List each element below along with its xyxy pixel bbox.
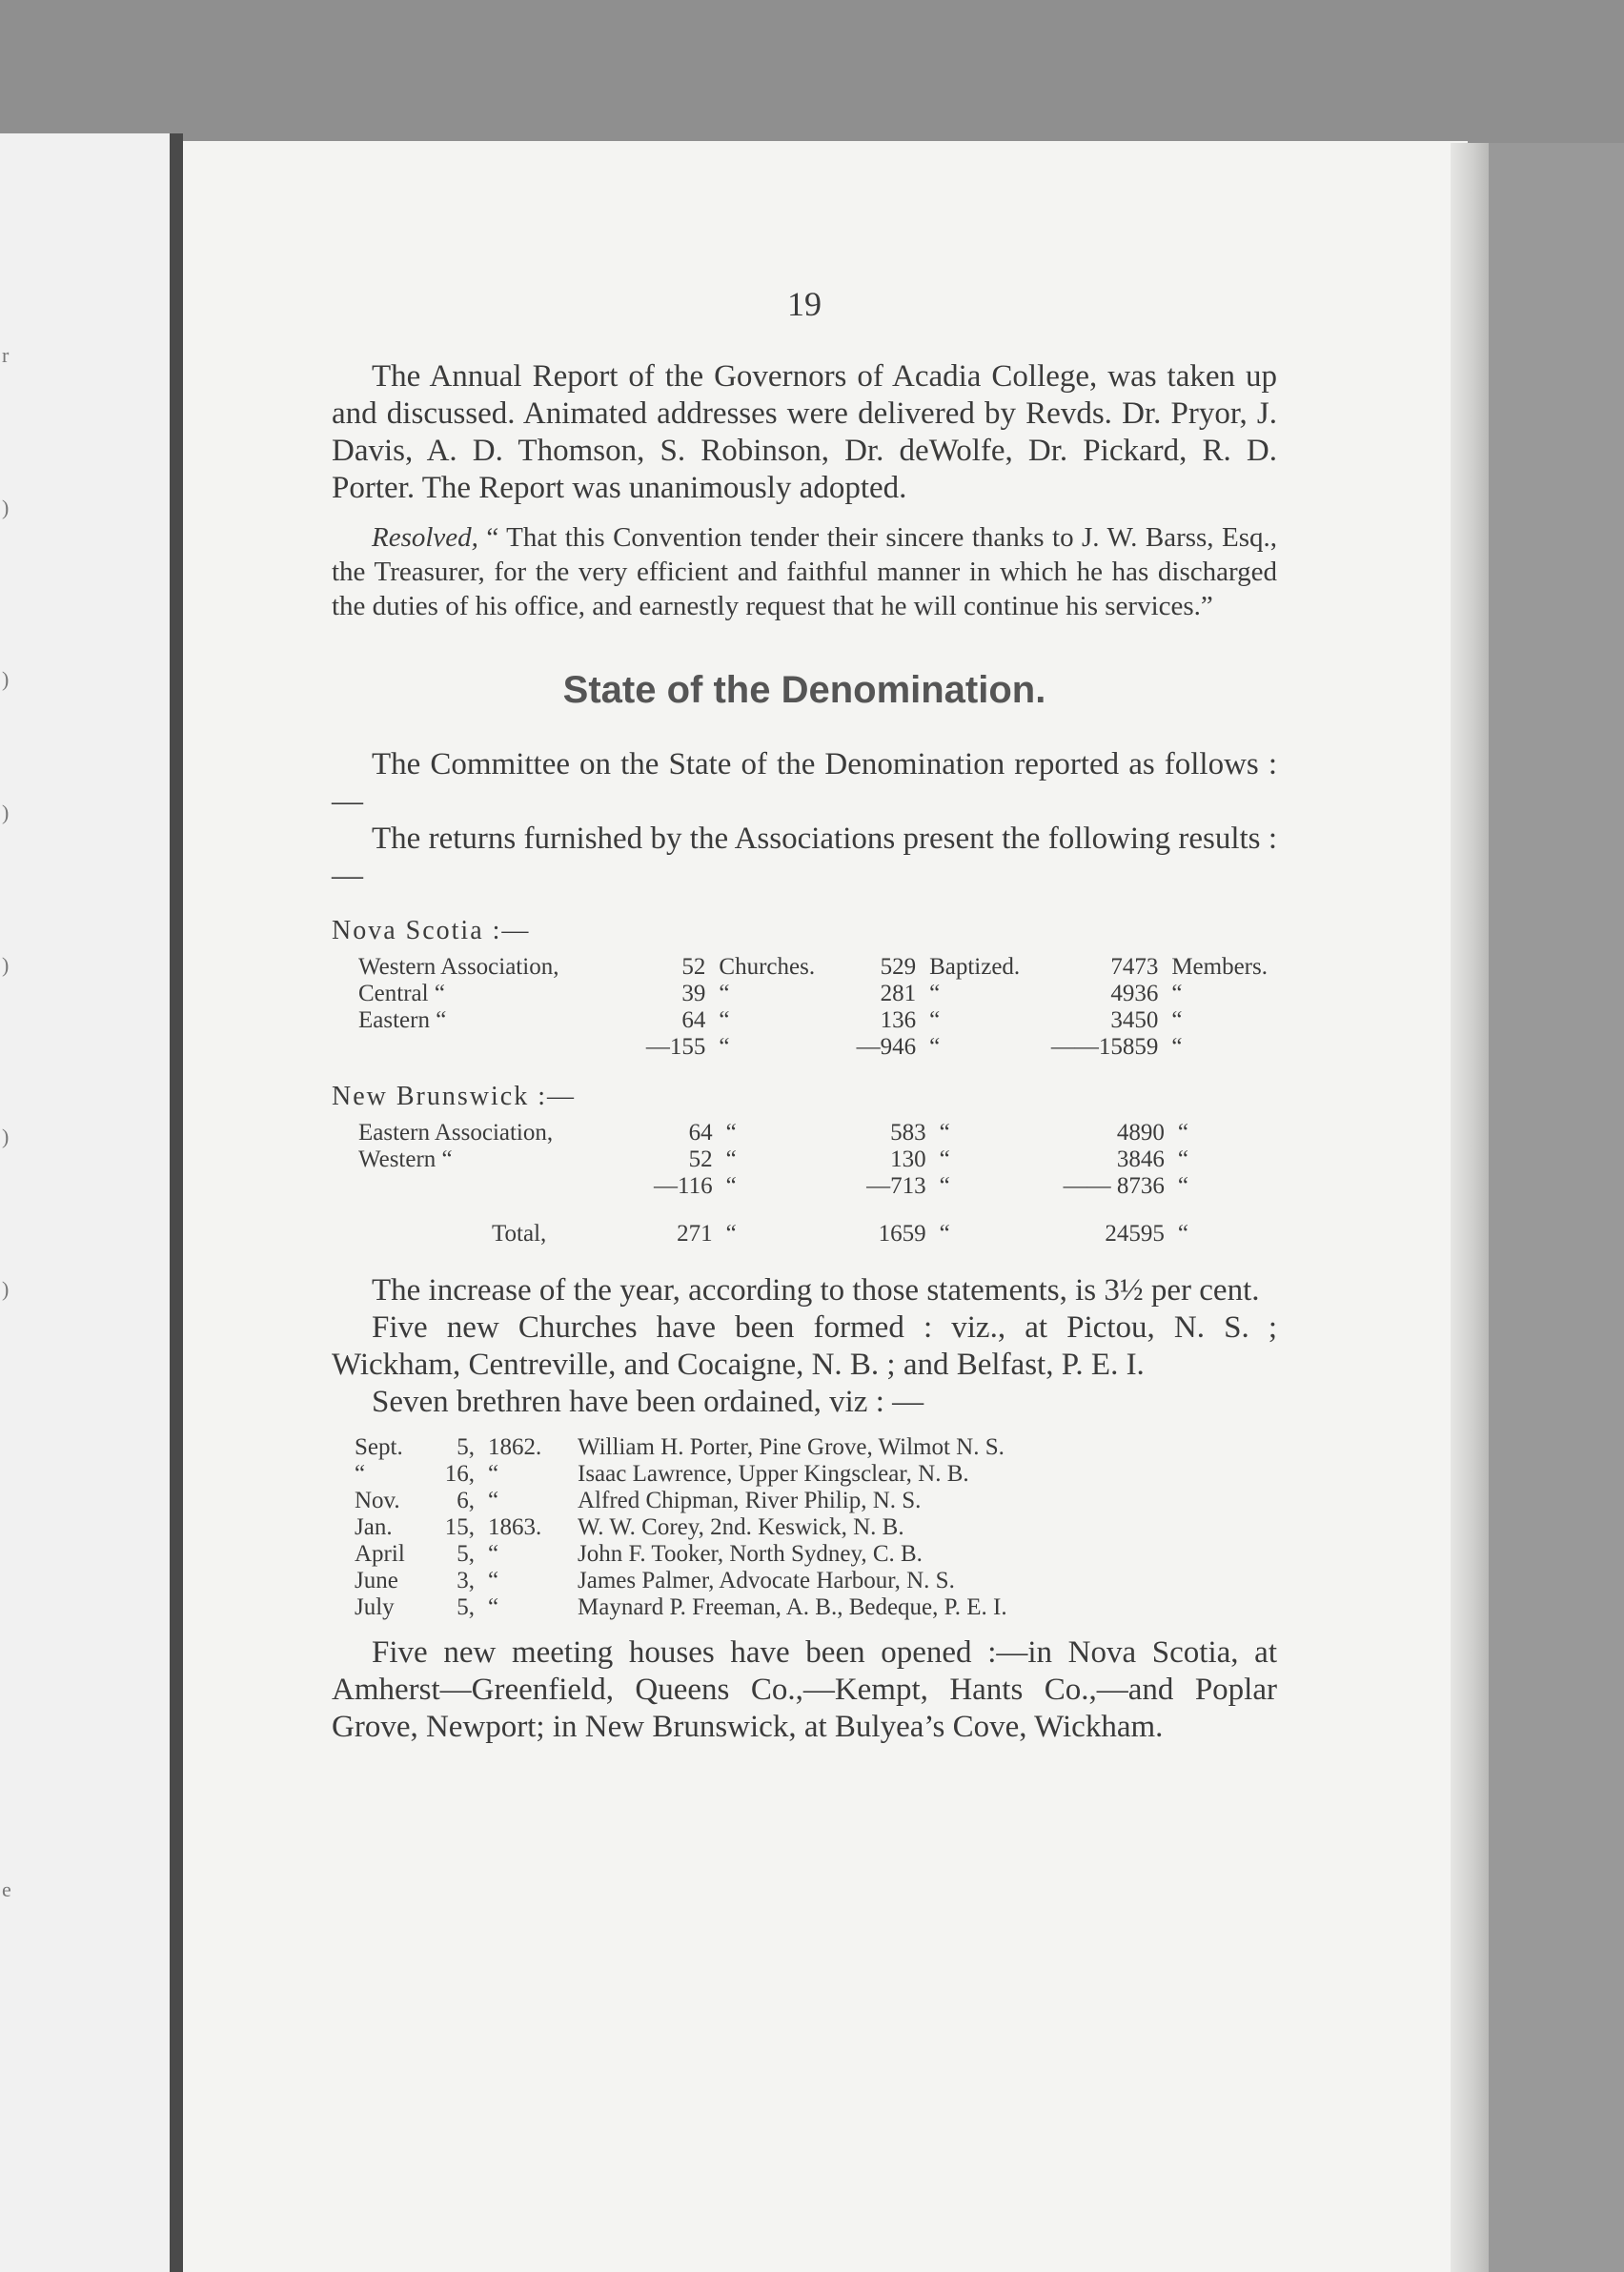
- cell-baptized: 529: [880, 954, 917, 980]
- cell-churches: 64: [688, 1120, 713, 1146]
- table-row: [358, 1173, 1231, 1200]
- cell-year: “: [488, 1594, 499, 1620]
- table-row: [358, 954, 1277, 981]
- cell-members: ——15859: [1050, 1034, 1159, 1060]
- new-brunswick-table: [358, 1120, 1231, 1253]
- margin-mark: ): [2, 801, 10, 824]
- cell-label: “: [725, 1173, 737, 1199]
- cell-year: “: [488, 1541, 499, 1567]
- cell-label: “: [725, 1221, 737, 1247]
- cell-members: 4890: [1116, 1120, 1165, 1146]
- margin-mark: ): [2, 1277, 10, 1301]
- ordination-row: [355, 1594, 1021, 1621]
- cell-label: “: [725, 1120, 737, 1146]
- cell-churches: 64: [681, 1007, 706, 1033]
- cell-month: July: [355, 1594, 395, 1620]
- cell-churches: 271: [677, 1221, 713, 1247]
- ordination-row: [355, 1488, 1021, 1514]
- paragraph-increase: The increase of the year, according to those statements, is 3½ per cent.: [372, 1273, 1260, 1308]
- cell-label: Members.: [1171, 954, 1268, 980]
- cell-baptized: 1659: [878, 1221, 926, 1247]
- ordination-row: [355, 1434, 1021, 1461]
- cell-month: “: [355, 1461, 366, 1487]
- ordination-row: [355, 1541, 1021, 1568]
- table-row: [358, 1007, 1277, 1034]
- cell-month: Nov.: [355, 1488, 400, 1513]
- cell-members: 7473: [1110, 954, 1159, 980]
- cell-month: June: [355, 1568, 398, 1593]
- cell-members: 3450: [1110, 1007, 1159, 1033]
- cell-person: James Palmer, Advocate Harbour, N. S.: [578, 1568, 955, 1593]
- page-content: [332, 276, 1277, 1746]
- cell-label: “: [939, 1120, 950, 1146]
- cell-name: [358, 1034, 646, 1061]
- page-edge: [1451, 143, 1489, 2272]
- cell-members: —— 8736: [1063, 1173, 1165, 1199]
- cell-name: Total,: [492, 1221, 547, 1247]
- paragraph-returns: The returns furnished by the Associations present the following results :—: [332, 822, 1277, 893]
- cell-label: “: [939, 1146, 950, 1172]
- resolved-word: Resolved,: [372, 522, 478, 553]
- cell-churches: —155: [645, 1034, 706, 1060]
- paragraph-churches: Five new Churches have been formed : viz., at Pictou, N. S. ; Wickham, Centreville, and Cocaigne, N. B. ; and Belfast, P. E. I.: [332, 1310, 1277, 1382]
- table-row: [358, 1034, 1277, 1061]
- cell-person: W. W. Corey, 2nd. Keswick, N. B.: [578, 1514, 904, 1540]
- margin-mark: ): [2, 1125, 10, 1148]
- cell-baptized: 136: [880, 1007, 917, 1033]
- cell-name: Eastern Association,: [358, 1120, 554, 1146]
- cell-day: 5,: [457, 1541, 475, 1567]
- cell-label: Baptized.: [929, 954, 1021, 980]
- cell-day: 15,: [444, 1514, 475, 1540]
- cell-person: Maynard P. Freeman, A. B., Bedeque, P. E. I.: [578, 1594, 1007, 1620]
- margin-mark: e: [2, 1877, 11, 1901]
- cell-month: April: [355, 1541, 405, 1567]
- cell-person: Isaac Lawrence, Upper Kingsclear, N. B.: [578, 1461, 969, 1487]
- cell-label: “: [929, 981, 941, 1006]
- cell-label: “: [719, 981, 730, 1006]
- cell-person: William H. Porter, Pine Grove, Wilmot N. S.: [578, 1434, 1005, 1460]
- cell-name: Central “: [358, 981, 445, 1006]
- table-row: [358, 1146, 1231, 1173]
- ordination-row: [355, 1514, 1021, 1541]
- margin-mark: r: [2, 343, 10, 367]
- scan-background-top: [0, 0, 1624, 143]
- cell-label: “: [719, 1034, 730, 1060]
- cell-label: “: [929, 1034, 941, 1060]
- cell-label: “: [929, 1007, 941, 1033]
- cell-baptized: —946: [856, 1034, 917, 1060]
- cell-day: 5,: [457, 1594, 475, 1620]
- total-row: [358, 1200, 1231, 1253]
- cell-label: “: [1171, 981, 1183, 1006]
- cell-members: 4936: [1110, 981, 1159, 1006]
- new-brunswick-label: New Brunswick :—: [332, 1082, 576, 1111]
- cell-name: Western Association,: [358, 954, 559, 980]
- cell-label: “: [719, 1007, 730, 1033]
- ordinations-table: [355, 1434, 1021, 1621]
- paragraph-meeting-houses: Five new meeting houses have been opened :—in Nova Scotia, at Amherst—Greenfield, Queens Co.,—Kempt, Hants Co.,—and Poplar Grove, Newport; in New Brunswick, at Bulyea’s Cove, Wickham.: [332, 1635, 1277, 1744]
- cell-label: “: [939, 1173, 950, 1199]
- cell-label: “: [1177, 1173, 1188, 1199]
- cell-baptized: —713: [866, 1173, 926, 1199]
- margin-mark: ): [2, 496, 10, 519]
- cell-label: “: [1177, 1221, 1188, 1247]
- cell-members: 3846: [1116, 1146, 1165, 1172]
- cell-month: Jan.: [355, 1514, 393, 1540]
- cell-day: 16,: [444, 1461, 475, 1487]
- cell-name: [358, 1173, 654, 1200]
- cell-person: Alfred Chipman, River Philip, N. S.: [578, 1488, 922, 1513]
- cell-label: “: [1177, 1146, 1188, 1172]
- table-row: [358, 981, 1277, 1007]
- paragraph-resolved: [332, 520, 1277, 623]
- cell-baptized: 130: [890, 1146, 926, 1172]
- resolved-text: “ That this Convention tender their sincere thanks to J. W. Barss, Esq., the Treasurer, for the very efficient and faithful manner in which he has discharged the duties of his office, and earnestly request that he will continue his services.”: [332, 522, 1277, 621]
- facing-page-fragment: [0, 133, 176, 2272]
- cell-year: “: [488, 1488, 499, 1513]
- cell-year: 1863.: [488, 1514, 542, 1540]
- paragraph-ordained: Seven brethren have been ordained, viz : —: [372, 1385, 924, 1419]
- cell-label: Churches.: [719, 954, 816, 980]
- paragraph-annual-report: The Annual Report of the Governors of Acadia College, was taken up and discussed. Animated addresses were delivered by Revds. Dr. Pryor, J. Davis, A. D. Thomson, S. Robinson, Dr. deWolfe, Dr. Pickard, R. D. Porter. The Report was unanimously adopted.: [332, 359, 1277, 505]
- nova-scotia-table: [358, 954, 1277, 1061]
- cell-label: “: [939, 1221, 950, 1247]
- cell-baptized: 281: [880, 981, 917, 1006]
- cell-year: “: [488, 1568, 499, 1593]
- ordination-row: [355, 1568, 1021, 1594]
- page-number: 19: [787, 285, 822, 323]
- cell-members: 24595: [1105, 1221, 1165, 1247]
- cell-churches: 52: [688, 1146, 713, 1172]
- nova-scotia-label: Nova Scotia :—: [332, 916, 531, 945]
- cell-churches: 39: [681, 981, 706, 1006]
- margin-mark: ): [2, 667, 10, 691]
- cell-name: Eastern “: [358, 1007, 447, 1033]
- book-gutter: [170, 133, 183, 2272]
- cell-baptized: 583: [890, 1120, 926, 1146]
- cell-day: 6,: [457, 1488, 475, 1513]
- cell-day: 3,: [457, 1568, 475, 1593]
- cell-person: John F. Tooker, North Sydney, C. B.: [578, 1541, 923, 1567]
- cell-churches: 52: [681, 954, 706, 980]
- cell-month: Sept.: [355, 1434, 403, 1460]
- cell-churches: —116: [654, 1173, 713, 1199]
- cell-label: “: [1171, 1034, 1183, 1060]
- cell-label: “: [725, 1146, 737, 1172]
- section-heading: State of the Denomination.: [562, 669, 1046, 711]
- scan-background-right: [1489, 143, 1624, 2272]
- cell-year: “: [488, 1461, 499, 1487]
- ordination-row: [355, 1461, 1021, 1488]
- cell-name: Western “: [358, 1146, 453, 1172]
- cell-label: “: [1177, 1120, 1188, 1146]
- cell-label: “: [1171, 1007, 1183, 1033]
- cell-year: 1862.: [488, 1434, 542, 1460]
- cell-day: 5,: [457, 1434, 475, 1460]
- paragraph-committee: The Committee on the State of the Denomination reported as follows :—: [332, 747, 1277, 819]
- margin-mark: ): [2, 953, 10, 977]
- table-row: [358, 1120, 1231, 1146]
